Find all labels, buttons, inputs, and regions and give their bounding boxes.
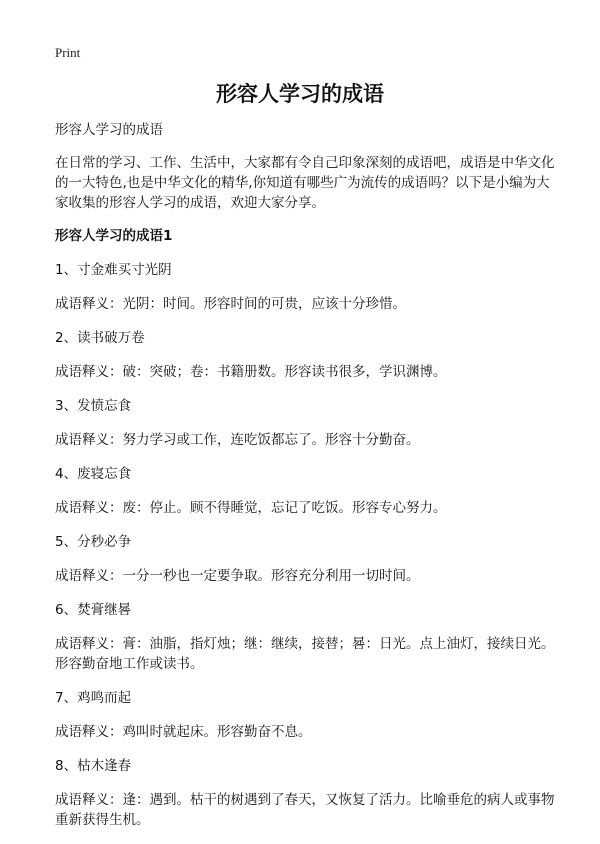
idiom-item bbox=[55, 328, 555, 382]
idiom-definition: 成语释义：光阴：时间。形容时间的可贵，应该十分珍惜。 bbox=[55, 296, 406, 312]
idiom-definition: 成语释义：一分一秒也一定要争取。形容充分利用一切时间。 bbox=[55, 568, 420, 584]
idiom-item bbox=[55, 396, 555, 450]
idiom-definition: 成语释义：废：停止。顾不得睡觉，忘记了吃饭。形容专心努力。 bbox=[55, 500, 447, 516]
article-subtitle: 形容人学习的成语 bbox=[55, 122, 163, 138]
idiom-name: 6、焚膏继晷 bbox=[55, 602, 132, 618]
idiom-definition: 成语释义：逢：遇到。枯干的树遇到了春天，又恢复了活力。比喻垂危的病人或事物重新获得生机。 bbox=[55, 792, 555, 828]
idiom-definition: 成语释义：鸡叫时就起床。形容勤奋不息。 bbox=[55, 724, 312, 740]
idiom-name: 1、寸金难买寸光阴 bbox=[55, 262, 172, 278]
idiom-name: 3、发愤忘食 bbox=[55, 398, 132, 414]
idiom-name: 5、分秒必争 bbox=[55, 534, 132, 550]
idiom-item bbox=[55, 532, 555, 586]
idiom-definition: 成语释义：努力学习或工作，连吃饭都忘了。形容十分勤奋。 bbox=[55, 432, 420, 448]
idiom-item bbox=[55, 688, 555, 742]
idiom-name: 8、枯木逢春 bbox=[55, 758, 132, 774]
print-link[interactable]: Print bbox=[55, 45, 81, 60]
idiom-item bbox=[55, 600, 555, 674]
idiom-item bbox=[55, 756, 555, 830]
idiom-name: 4、废寝忘食 bbox=[55, 466, 132, 482]
idiom-item bbox=[55, 260, 555, 314]
idiom-name: 7、鸡鸣而起 bbox=[55, 690, 132, 706]
idiom-definition: 成语释义：破：突破；卷：书籍册数。形容读书很多，学识渊博。 bbox=[55, 364, 447, 380]
section-heading: 形容人学习的成语1 bbox=[55, 228, 173, 244]
page-title: 形容人学习的成语 bbox=[216, 82, 384, 106]
idiom-definition: 成语释义：膏：油脂，指灯烛；继：继续，接替；晷：日光。点上油灯，接续日光。形容勤奋地工作或读书。 bbox=[55, 636, 555, 672]
idiom-item bbox=[55, 464, 555, 518]
article-intro: 在日常的学习、工作、生活中，大家都有令自己印象深刻的成语吧，成语是中华文化的一大特色,也是中华文化的精华,你知道有哪些广为流传的成语吗？以下是小编为大家收集的形容人学习的成语，欢迎大家分享。 bbox=[55, 155, 555, 211]
idiom-name: 2、读书破万卷 bbox=[55, 330, 145, 346]
article-body bbox=[55, 120, 555, 844]
